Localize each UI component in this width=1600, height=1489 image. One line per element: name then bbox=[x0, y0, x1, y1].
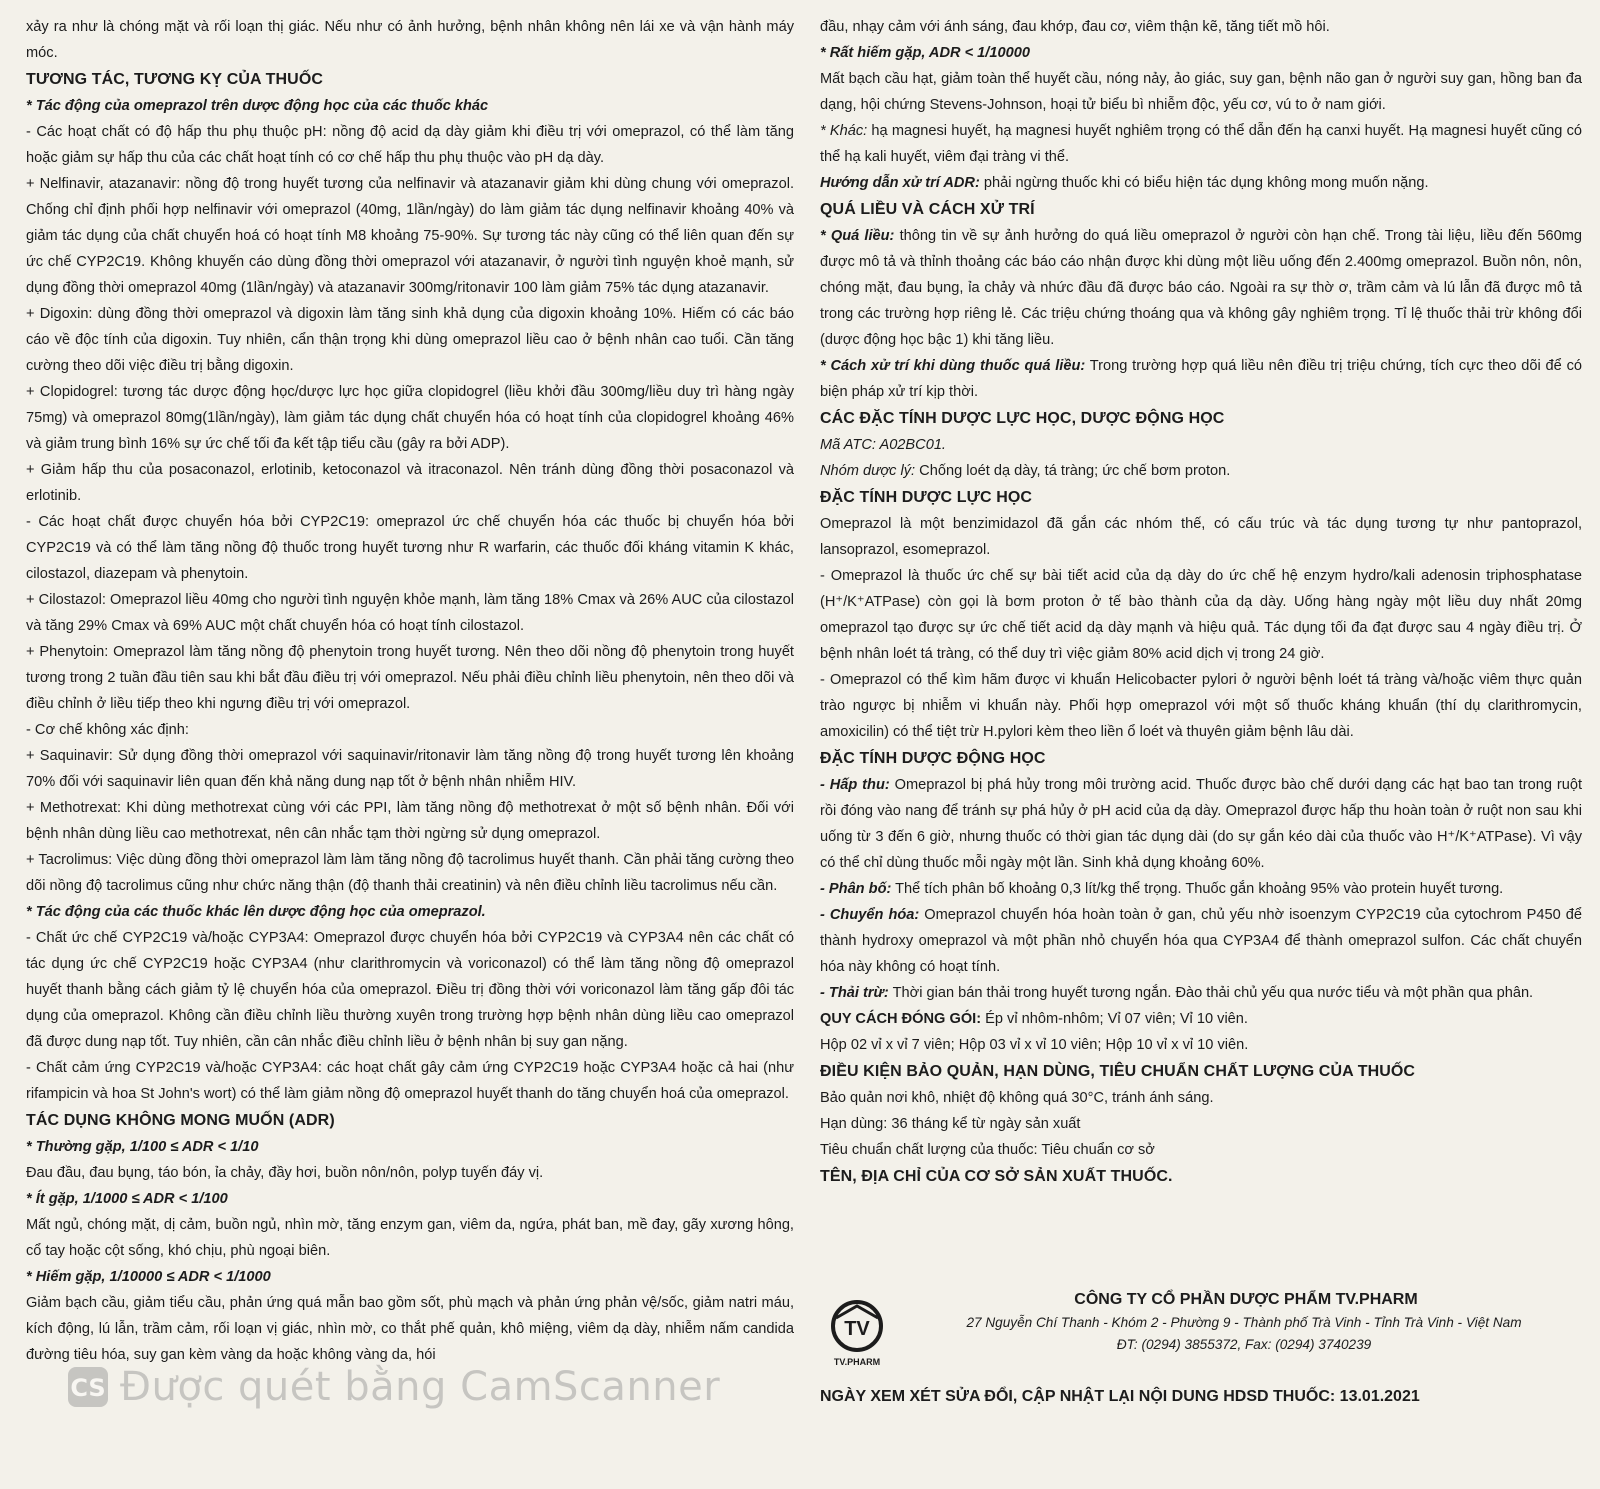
paragraph-lead: - Hấp thu: bbox=[820, 777, 890, 793]
paragraph: Tiêu chuẩn chất lượng của thuốc: Tiêu chuẩn cơ sở bbox=[820, 1142, 1155, 1158]
paragraph: - Các hoạt chất có độ hấp thu phụ thuộc pH: nồng độ acid dạ dày giảm khi điều trị với omeprazol, có thể làm tăng hoặc giảm sự hấp thu của các chất hoạt tính có cơ chế hấp thu phụ thuộc vào pH dạ dày. bbox=[26, 124, 794, 166]
paragraph-text: Chống loét dạ dày, tá tràng; ức chế bơm proton. bbox=[915, 463, 1231, 479]
paragraph-text: Trong trường hợp quá liều nên điều trị triệu chứng, tích cực theo dõi để có biện pháp xử trí kịp thời. bbox=[820, 358, 1582, 400]
paragraph: + Saquinavir: Sử dụng đồng thời omeprazol với saquinavir/ritonavir làm tăng nồng độ trong huyết tương lên khoảng 70% đối với saquinavir liên quan đến khả năng dung nạp tốt ở bệnh nhân nhiễm HIV. bbox=[26, 748, 794, 790]
logo-mark-text: TV bbox=[844, 1318, 870, 1340]
section-heading: CÁC ĐẶC TÍNH DƯỢC LỰC HỌC, DƯỢC ĐỘNG HỌC bbox=[820, 410, 1225, 427]
paragraph bbox=[820, 876, 1582, 902]
paragraph: - Các hoạt chất được chuyển hóa bởi CYP2C19: omeprazol ức chế chuyển hóa các thuốc bị chuyển hóa bởi CYP2C19 và có thể làm tăng nồng độ thuốc trong huyết tương như R warfarin, các thuốc đối kháng vitamin K khác, cilostazol, diazepam và phenytoin. bbox=[26, 514, 794, 582]
subheading: * Tác động của omeprazol trên dược động học của các thuốc khác bbox=[26, 98, 489, 114]
frequency-heading: * Ít gặp, 1/1000 ≤ ADR < 1/100 bbox=[26, 1191, 228, 1207]
camscanner-icon bbox=[66, 1365, 110, 1409]
company-phone: ĐT: (0294) 3855372, Fax: (0294) 3740239 bbox=[1116, 1337, 1372, 1352]
paragraph-lead: - Thải trừ: bbox=[820, 985, 889, 1001]
paragraph-text: thông tin về sự ảnh hưởng do quá liều omeprazol ở người còn hạn chế. Trong tài liệu, liều đến 560mg được mô tả và thỉnh thoảng các báo cáo nhận được khi dùng một liều uống đến 2.400mg omeprazol. Buồn nôn, nôn, chóng mặt, đau bụng, ỉa chảy và nhức đầu đã được báo cáo. Ngoài ra sự thờ ơ, trầm cảm và lú lẫn đã được mô tả trong các trường hợp riêng lẻ. Các triệu chứng thoáng qua và không gây nghiêm trọng. Tỉ lệ thuốc thải trừ không đổi (dược động học bậc 1) khi tăng liều. bbox=[820, 228, 1583, 348]
frequency-heading: * Rất hiếm gặp, ADR < 1/10000 bbox=[820, 45, 1030, 61]
paragraph-lead: * Khác: bbox=[820, 123, 868, 139]
paragraph: Giảm bạch cầu, giảm tiểu cầu, phản ứng quá mẫn bao gồm sốt, phù mạch và phản ứng phản vệ/sốc, giảm natri máu, kích động, lú lẫn, trầm cảm, rối loạn vị giác, nhìn mờ, co thắt phế quản, khô miệng, viêm dạ dày, nhiễm nấm candida đường tiêu hóa, suy gan kèm vàng da hoặc không vàng da, hói bbox=[26, 1295, 794, 1363]
paragraph bbox=[820, 353, 1582, 405]
paragraph-text: Thể tích phân bố khoảng 0,3 lít/kg thể trọng. Thuốc gắn khoảng 95% vào protein huyết tương. bbox=[891, 881, 1504, 897]
paragraph: + Tacrolimus: Việc dùng đồng thời omeprazol làm làm tăng nồng độ tacrolimus huyết thanh. Cần phải tăng cường theo dõi nồng độ tacrolimus cũng như chức năng thận (độ thanh thải creatinin) và nên điều chỉnh liều tacrolimus nếu cần. bbox=[26, 852, 794, 894]
frequency-heading: * Thường gặp, 1/100 ≤ ADR < 1/10 bbox=[26, 1139, 259, 1155]
paragraph: - Cơ chế không xác định: bbox=[26, 722, 189, 738]
paragraph: + Cilostazol: Omeprazol liều 40mg cho người tình nguyện khỏe mạnh, làm tăng 18% Cmax và 26% AUC của cilostazol và tăng 29% Cmax và 69% AUC một chất chuyển hóa có hoạt tính cilostazol. bbox=[26, 592, 794, 634]
frequency-heading: * Hiếm gặp, 1/10000 ≤ ADR < 1/1000 bbox=[26, 1269, 271, 1285]
paragraph: xảy ra như là chóng mặt và rối loạn thị giác. Nếu như có ảnh hưởng, bệnh nhân không nên lái xe và vận hành máy móc. bbox=[26, 19, 794, 61]
paragraph: Bảo quản nơi khô, nhiệt độ không quá 30°C, tránh ánh sáng. bbox=[820, 1090, 1214, 1106]
paragraph: + Digoxin: dùng đồng thời omeprazol và digoxin làm tăng sinh khả dụng của digoxin khoảng 10%. Hiếm có các báo cáo về độc tính của digoxin. Tuy nhiên, cẩn thận trọng khi dùng omeprazol liều cao ở bệnh nhân cao tuổi. Cần tăng cường theo dõi việc điều trị bằng digoxin. bbox=[26, 306, 794, 374]
section-heading: QUÁ LIỀU VÀ CÁCH XỬ TRÍ bbox=[820, 201, 1035, 218]
paragraph: - Omeprazol có thể kìm hãm được vi khuẩn Helicobacter pylori ở người bệnh loét tá tràng và/hoặc viêm thực quản trào ngược bị nhiễm vi khuẩn này. Phối hợp omeprazol với một số thuốc kháng khuẩn (thí dụ clarithromycin, amoxicilin) có thể tiệt trừ H.pylori kèm theo liền ổ loét và thuyên giảm bệnh lâu dài. bbox=[820, 672, 1582, 740]
paragraph: + Phenytoin: Omeprazol làm tăng nồng độ phenytoin trong huyết tương. Nên theo dõi nồng độ phenytoin trong huyết tương trong 2 tuần đầu tiên sau khi bắt đầu điều trị với omeprazol. Nếu phải điều chỉnh liều phenytoin, nên theo dõi và điều chỉnh ở liều tiếp theo khi ngưng điều trị với omeprazol. bbox=[26, 644, 794, 712]
paragraph-lead: Nhóm dược lý: bbox=[820, 463, 916, 479]
paragraph: đầu, nhạy cảm với ánh sáng, đau khớp, đau cơ, viêm thận kẽ, tăng tiết mồ hôi. bbox=[820, 19, 1330, 35]
paragraph bbox=[820, 1006, 1582, 1032]
paragraph: + Giảm hấp thu của posaconazol, erlotinib, ketoconazol và itraconazol. Nên tránh dùng đồng thời posaconazol và erlotinib. bbox=[26, 462, 794, 504]
paragraph bbox=[820, 223, 1582, 353]
paragraph-text: Omeprazol bị phá hủy trong môi trường acid. Thuốc được bào chế dưới dạng các hạt bao tan trong ruột rồi đóng vào nang để tránh sự phá hủy ở pH acid của dạ dày. Omeprazol được hấp thu hoàn toàn ở ruột non sau khi uống từ 3 đến 6 giờ, nhưng thuốc có thời gian tác dụng dài (do sự gắn kéo dài của thuốc vào H⁺/K⁺ATPase). Vì vậy có thể chỉ dùng thuốc mỗi ngày một lần. Sinh khả dụng khoảng 60%. bbox=[820, 777, 1582, 871]
revision-date-line: NGÀY XEM XÉT SỬA ĐỔI, CẬP NHẬT LẠI NỘI DUNG HDSD THUỐC: 13.01.2021 bbox=[820, 1388, 1420, 1405]
paragraph bbox=[820, 772, 1582, 876]
paragraph-lead: - Phân bố: bbox=[820, 881, 892, 897]
svg-text:CS: CS bbox=[70, 1374, 106, 1402]
watermark-text: Được quét bằng CamScanner bbox=[120, 1364, 721, 1410]
paragraph: - Chất ức chế CYP2C19 và/hoặc CYP3A4: Omeprazol được chuyển hóa bởi CYP2C19 và CYP3A4 nên các chất có tác dụng ức chế CYP2C19 hoặc CYP3A4 (như clarithromycin và voriconazol) có thể làm tăng nồng độ omeprazol huyết thanh bằng cách giảm tỷ lệ chuyển hóa của omeprazol. Điều trị đồng thời với voriconazol làm tăng gấp đôi tác dụng của omeprazol. Không cần điều chỉnh liều thường xuyên trong trường hợp bệnh nhân dùng liều cao omeprazol đã được dung nạp tốt. Tuy nhiên, cần cân nhắc điều chỉnh liều ở bệnh nhân bị suy gan nặng. bbox=[26, 930, 794, 1050]
paragraph: Đau đầu, đau bụng, táo bón, ỉa chảy, đầy hơi, buồn nôn/nôn, polyp tuyến đáy vị. bbox=[26, 1165, 544, 1181]
paragraph-lead: - Chuyển hóa: bbox=[820, 907, 920, 923]
paragraph-text: Ép vỉ nhôm-nhôm; Vỉ 07 viên; Vỉ 10 viên. bbox=[981, 1011, 1248, 1027]
section-heading: ĐIỀU KIỆN BẢO QUẢN, HẠN DÙNG, TIÊU CHUẨN CHẤT LƯỢNG CỦA THUỐC bbox=[820, 1063, 1416, 1080]
camscanner-watermark bbox=[66, 1362, 720, 1412]
paragraph: - Chất cảm ứng CYP2C19 và/hoặc CYP3A4: các hoạt chất gây cảm ứng CYP2C19 hoặc CYP3A4 hoặc cả hai (như rifampicin và hoa St John's wort) có thể làm giảm nồng độ omeprazol huyết thanh do tăng chuyển hoá của omeprazol. bbox=[26, 1060, 794, 1102]
right-column bbox=[820, 14, 1582, 1190]
paragraph-text: Omeprazol chuyển hóa hoàn toàn ở gan, chủ yếu nhờ isoenzym CYP2C19 của cytochrom P450 để thành hydroxy omeprazol và một phần nhỏ chuyển hóa qua CYP3A4 để thành omeprazol sulfon. Các chất chuyển hóa này không có hoạt tính. bbox=[820, 907, 1582, 975]
paragraph bbox=[820, 170, 1582, 196]
paragraph bbox=[820, 902, 1582, 980]
left-column bbox=[26, 14, 794, 1368]
company-address: 27 Nguyễn Chí Thanh - Khóm 2 - Phường 9 - Thành phố Trà Vinh - Tỉnh Trà Vinh - Việt Nam bbox=[966, 1315, 1522, 1330]
paragraph-lead: * Cách xử trí khi dùng thuốc quá liều: bbox=[820, 358, 1086, 374]
section-heading: TÁC DỤNG KHÔNG MONG MUỐN (ADR) bbox=[26, 1112, 335, 1129]
paragraph-text: phải ngừng thuốc khi có biểu hiện tác dụng không mong muốn nặng. bbox=[979, 175, 1429, 191]
paragraph: Mất bạch cầu hạt, giảm toàn thể huyết cầu, nóng nảy, ảo giác, suy gan, bệnh não gan ở người suy gan, hồng ban đa dạng, hội chứng Stevens-Johnson, hoại tử biểu bì nhiễm độc, yếu cơ, vú to ở nam giới. bbox=[820, 71, 1582, 113]
paragraph: Omeprazol là một benzimidazol đã gắn các nhóm thế, có cấu trúc và tác dụng tương tự như pantoprazol, lansoprazol, esomeprazol. bbox=[820, 516, 1582, 558]
logo-caption: TV.PHARM bbox=[833, 1357, 881, 1367]
company-name: CÔNG TY CỔ PHẦN DƯỢC PHẨM TV.PHARM bbox=[1074, 1291, 1418, 1308]
manufacturer-block bbox=[820, 1288, 1582, 1374]
paragraph: + Clopidogrel: tương tác dược động học/dược lực học giữa clopidogrel (liều khởi đầu 300mg/liều duy trì hàng ngày 75mg) và omeprazol 80mg(1lần/ngày), làm giảm tác dụng chất chuyển hóa có hoạt tính của clopidogrel khoảng 46% và giảm trung bình 16% sự ức chế tối đa kết tập tiểu cầu (gây ra bởi ADP). bbox=[26, 384, 794, 452]
paragraph: Hộp 02 vỉ x vỉ 7 viên; Hộp 03 vỉ x vỉ 10 viên; Hộp 10 vỉ x vỉ 10 viên. bbox=[820, 1037, 1249, 1053]
section-heading: TÊN, ĐỊA CHỈ CỦA CƠ SỞ SẢN XUẤT THUỐC. bbox=[820, 1168, 1173, 1185]
paragraph: Hạn dùng: 36 tháng kể từ ngày sản xuất bbox=[820, 1116, 1081, 1132]
paragraph-text: hạ magnesi huyết, hạ magnesi huyết nghiêm trọng có thể dẫn đến hạ canxi huyết. Hạ magnesi huyết cũng có thể hạ kali huyết, viêm đại tràng vi thể. bbox=[820, 123, 1582, 165]
paragraph: Mất ngủ, chóng mặt, dị cảm, buồn ngủ, nhìn mờ, tăng enzym gan, viêm da, ngứa, phát ban, mề đay, gãy xương hông, cổ tay hoặc cột sống, khó chịu, phù ngoại biên. bbox=[26, 1217, 794, 1259]
section-heading: ĐẶC TÍNH DƯỢC ĐỘNG HỌC bbox=[820, 750, 1046, 767]
paragraph: Mã ATC: A02BC01. bbox=[820, 437, 946, 453]
paragraph bbox=[820, 458, 1582, 484]
paragraph-lead: * Quá liều: bbox=[820, 228, 895, 244]
paragraph: + Nelfinavir, atazanavir: nồng độ trong huyết tương của nelfinavir và atazanavir giảm khi dùng chung với omeprazol. Chống chỉ định phối hợp nelfinavir với omeprazol (40mg, 1lần/ngày) do làm giảm tác dụng nelfinavir khoảng 40% và giảm tác dụng của chất chuyển hoá có hoạt tính M8 khoảng 75-90%. Sự tương tác này cũng có thể liên quan đến sự ức chế CYP2C19. Không khuyến cáo dùng đồng thời omeprazol với atazanavir, ở người tình nguyện khoẻ mạnh, sử dụng đồng thời omeprazol 40mg (1lần/ngày) và atazanavir 300mg/ritonavir 100 làm giảm 75% tác dụng atazanavir. bbox=[26, 176, 794, 296]
paragraph bbox=[820, 118, 1582, 170]
paragraph-lead: Hướng dẫn xử trí ADR: bbox=[820, 175, 980, 191]
paragraph bbox=[820, 980, 1582, 1006]
section-heading: TƯƠNG TÁC, TƯƠNG KỴ CỦA THUỐC bbox=[26, 71, 324, 88]
paragraph: - Omeprazol là thuốc ức chế sự bài tiết acid của dạ dày do ức chế hệ enzym hydro/kali adenosin triphosphatase (H⁺/K⁺ATPase) còn gọi là bơm proton ở tế bào thành của dạ dày. Uống hàng ngày một liều duy nhất 20mg omeprazol tạo được sự ức chế tiết acid dạ dày mạnh và hiệu quả. Tác dụng tối đa đạt được sau 4 ngày điều trị. Ở bệnh nhân loét tá tràng, có thể duy trì việc giảm 80% acid dịch vị trong 24 giờ. bbox=[820, 568, 1582, 662]
paragraph-lead: QUY CÁCH ĐÓNG GÓI: bbox=[820, 1011, 982, 1027]
paragraph: + Methotrexat: Khi dùng methotrexat cùng với các PPI, làm tăng nồng độ methotrexat ở một số bệnh nhân. Đối với bệnh nhân dùng liều cao methotrexat, nên cân nhắc tạm thời ngừng sử dụng omeprazol. bbox=[26, 800, 794, 842]
subheading: * Tác động của các thuốc khác lên dược động học của omeprazol. bbox=[26, 904, 486, 920]
paragraph-text: Thời gian bán thải trong huyết tương ngắn. Đào thải chủ yếu qua nước tiểu và một phần qua phân. bbox=[888, 985, 1534, 1001]
section-heading: ĐẶC TÍNH DƯỢC LỰC HỌC bbox=[820, 489, 1033, 506]
